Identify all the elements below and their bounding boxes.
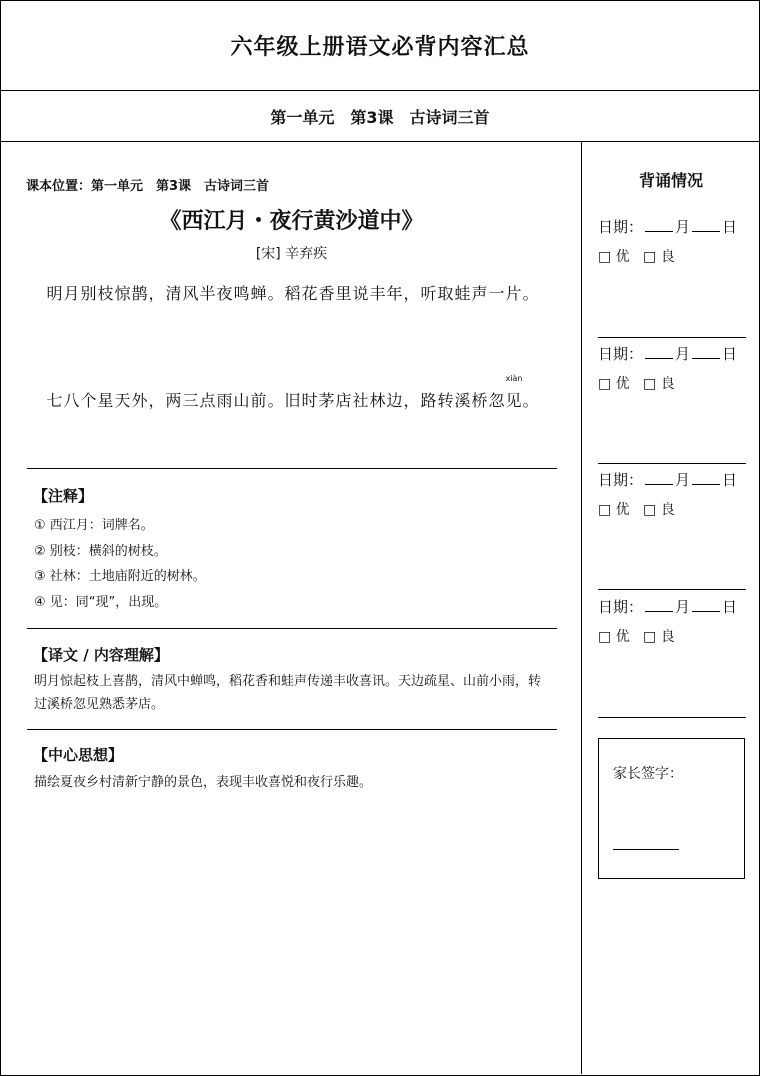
divider [27,628,557,629]
date-field [598,216,746,237]
day-blank[interactable] [692,597,720,612]
grade-good-checkbox[interactable]: □ 良 [643,249,675,265]
poem-stanza-2-text: 七八个星天外，两三点雨山前。旧时茅店社林边，路转溪桥忽 [46,391,506,410]
grade-excellent-checkbox[interactable]: □ 优 [598,249,630,265]
grade-options [598,626,746,646]
page-title: 六年级上册语文必背内容汇总 [1,1,759,91]
recitation-slot [598,469,746,519]
date-field [598,469,746,490]
content-body [1,142,759,1074]
grade-good-checkbox[interactable]: □ 良 [643,629,675,645]
unit-lesson-bar: 第一单元 第3课 古诗词三首 [1,91,759,142]
slot-divider [598,463,746,464]
annotated-character-text: 见 [505,391,523,410]
poem-stanza-1: 明月别枝惊鹊，清风半夜鸣蝉。稻花香里说丰年，听取蛙声一片。 [46,284,540,303]
grade-excellent-checkbox[interactable]: □ 优 [598,376,630,392]
grade-options [598,246,746,266]
grade-options [598,499,746,519]
poem-title: 《西江月・夜行黄沙道中》 [159,208,424,234]
note-item: ③ 社林：土地庙附近的树林。 [34,569,206,584]
note-item: ② 别枝：横斜的树枝。 [34,544,167,559]
date-field [598,596,746,617]
recitation-slot [598,343,746,393]
divider [27,468,557,469]
month-blank[interactable] [645,597,673,612]
recitation-status-title: 背诵情况 [638,171,703,190]
day-blank[interactable] [692,217,720,232]
day-label: 日 [722,218,738,236]
annotated-character [505,374,523,419]
signature-line[interactable] [613,849,679,850]
slot-divider [598,337,746,338]
slot-divider [598,589,746,590]
date-label: 日期： [598,218,644,236]
month-label: 月 [675,345,691,363]
translation-text: 明月惊起枝上喜鹊，清风中蝉鸣，稻花香和蛙声传递丰收喜讯。天边疏星、山前小雨，转过溪桥忽见熟悉茅店。 [34,674,542,712]
day-label: 日 [722,471,738,489]
month-label: 月 [675,598,691,616]
grade-good-checkbox[interactable]: □ 良 [643,502,675,518]
month-label: 月 [675,471,691,489]
note-item: ① 西江月：词牌名。 [34,518,154,533]
textbook-location: 课本位置：第一单元 第3课 古诗词三首 [26,179,270,194]
grade-good-checkbox[interactable]: □ 良 [643,376,675,392]
note-item: ④ 见：同“现”，出现。 [34,595,168,610]
poem-panel [1,142,582,1074]
poem-stanza-2-end: 。 [522,391,540,410]
recitation-slot [598,216,746,266]
recitation-slot [598,596,746,646]
day-blank[interactable] [692,344,720,359]
day-blank[interactable] [692,470,720,485]
date-label: 日期： [598,598,644,616]
pinyin-annotation: xiàn [505,374,523,383]
translation-heading: 【译文 / 内容理解】 [33,646,169,664]
parent-signature-label: 家长签字： [613,766,683,782]
month-blank[interactable] [645,344,673,359]
grade-options [598,373,746,393]
month-label: 月 [675,218,691,236]
day-label: 日 [722,345,738,363]
divider [27,729,557,730]
poem-author: [宋] 辛弃疾 [255,246,328,262]
recitation-sidebar [583,142,759,1074]
month-blank[interactable] [645,470,673,485]
date-field [598,343,746,364]
theme-text: 描绘夏夜乡村清新宁静的景色，表现丰收喜悦和夜行乐趣。 [34,775,373,790]
grade-excellent-checkbox[interactable]: □ 优 [598,502,630,518]
date-label: 日期： [598,471,644,489]
parent-signature-box[interactable] [598,738,745,879]
grade-excellent-checkbox[interactable]: □ 优 [598,629,630,645]
poem-stanza-2 [33,374,553,419]
theme-heading: 【中心思想】 [33,746,124,764]
notes-heading: 【注释】 [33,487,94,505]
month-blank[interactable] [645,217,673,232]
slot-divider [598,717,746,718]
date-label: 日期： [598,345,644,363]
day-label: 日 [722,598,738,616]
